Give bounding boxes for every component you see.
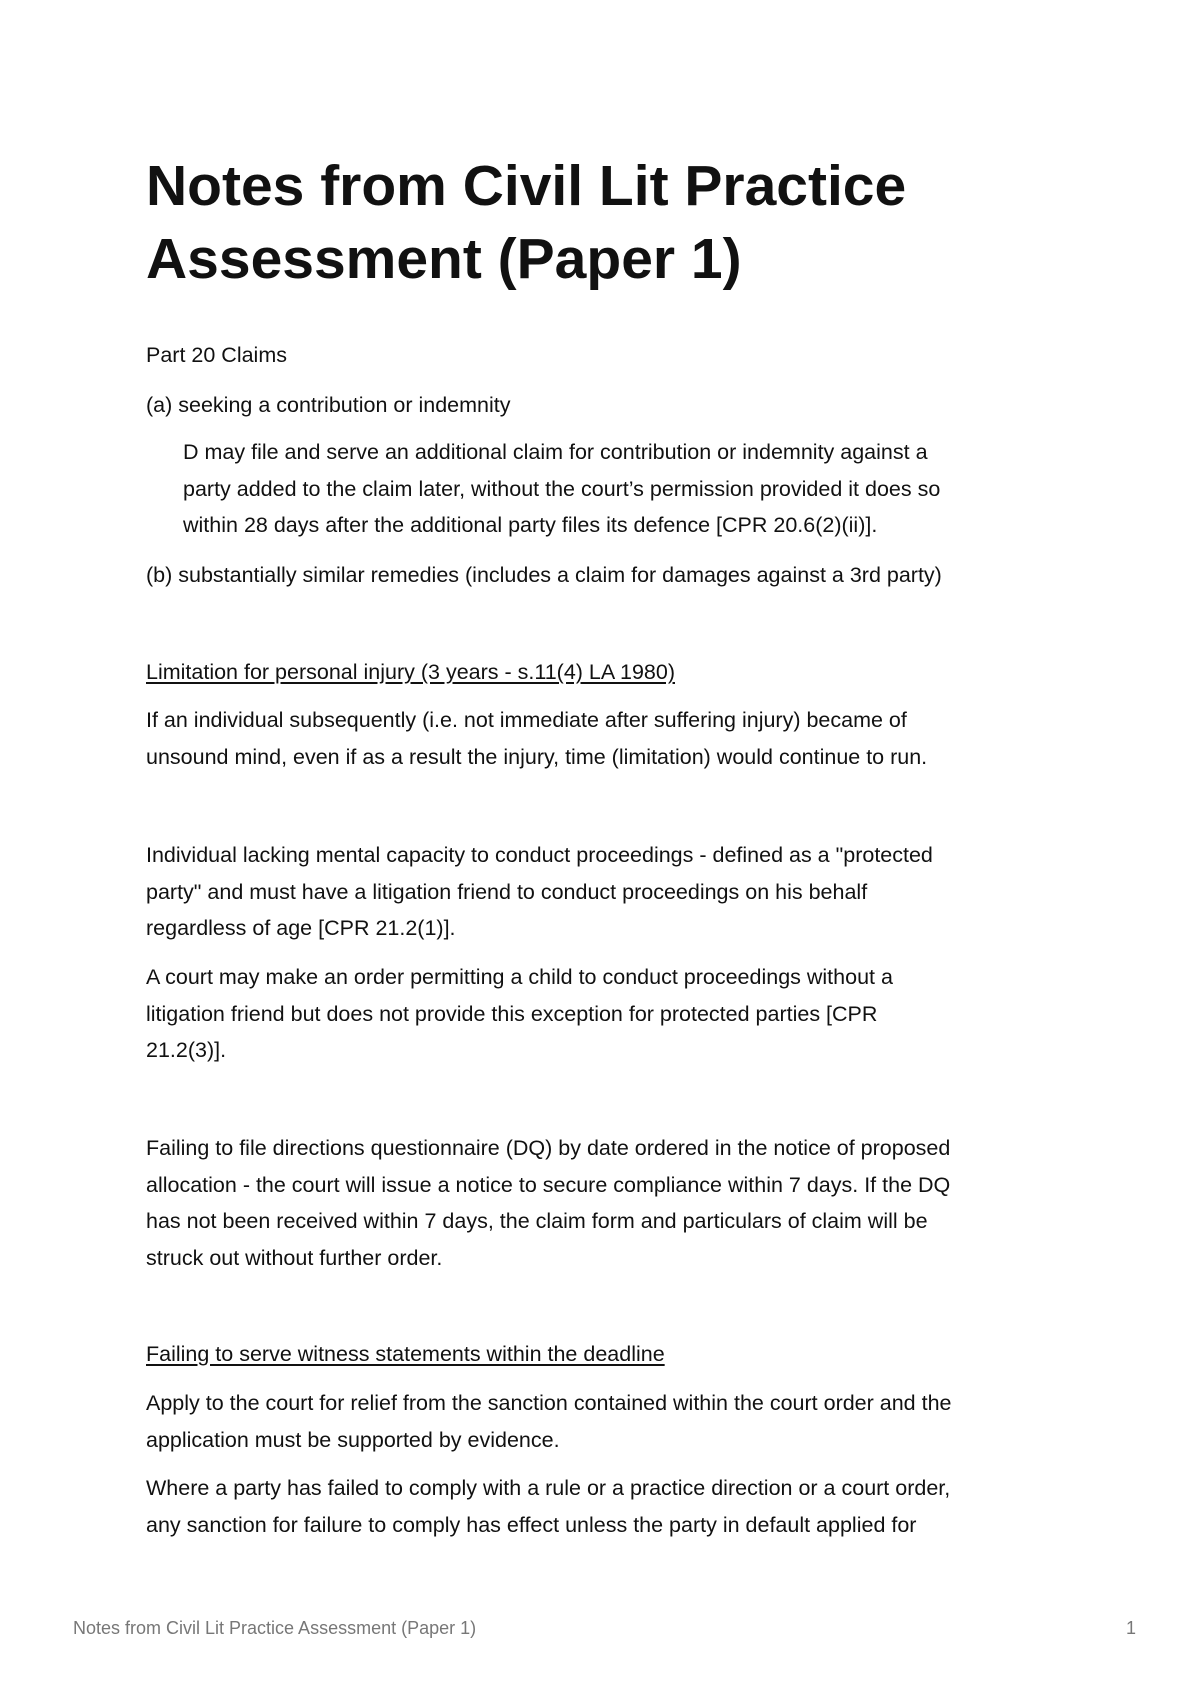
- line: [146, 702, 927, 739]
- text-line: unsound mind, even if as a result the injury, time (limitation) would continue to run.: [146, 744, 928, 769]
- text-line: party" and must have a litigation friend to conduct proceedings on his behalf: [146, 879, 868, 904]
- paragraph-a: [146, 387, 511, 424]
- text-line: regardless of age [CPR 21.2(1)].: [146, 916, 456, 941]
- paragraph-part20: [146, 337, 287, 374]
- text-line: D may file and serve an additional claim for contribution or indemnity against a: [183, 440, 928, 464]
- line: [146, 1130, 950, 1167]
- text-line: has not been received within 7 days, the claim form and particulars of claim will be: [146, 1209, 928, 1234]
- line: [146, 1422, 952, 1459]
- line: [146, 739, 927, 776]
- line: [146, 654, 675, 691]
- line: [146, 874, 933, 911]
- paragraph-dq: [146, 1130, 950, 1277]
- paragraph-lim: [146, 654, 675, 691]
- text-line: any sanction for failure to comply has effect unless the party in default applied for: [146, 1512, 917, 1537]
- paragraph-d: [183, 434, 940, 544]
- footer-title: Notes from Civil Lit Practice Assessment (Paper 1): [73, 1618, 477, 1638]
- line: [146, 387, 511, 424]
- text-line: Apply to the court for relief from the sanction contained within the court order and the: [146, 1391, 952, 1415]
- text-line: 21.2(3)].: [146, 1038, 227, 1063]
- section-heading: Limitation for personal injury (3 years - s.11(4) LA 1980): [146, 660, 675, 684]
- paragraph-court: [146, 959, 893, 1069]
- line: [146, 337, 287, 374]
- text-line: (a) seeking a contribution or indemnity: [146, 393, 511, 417]
- line: [146, 1507, 950, 1544]
- text-line: party added to the claim later, without the court’s permission provided it does so: [183, 476, 941, 501]
- text-line: A court may make an order permitting a child to conduct proceedings without a: [146, 965, 893, 989]
- text-line: Where a party has failed to comply with a rule or a practice direction or a court order,: [146, 1476, 951, 1500]
- title-line: Notes from Civil Lit Practice: [146, 154, 907, 218]
- line: [146, 1470, 950, 1507]
- title-line: Assessment (Paper 1): [146, 227, 742, 291]
- line: [183, 471, 940, 508]
- line: [146, 1167, 950, 1204]
- line: [146, 1203, 950, 1240]
- line: [146, 996, 893, 1033]
- text-line: litigation friend but does not provide this exception for protected parties [CPR: [146, 1001, 878, 1026]
- text-line: application must be supported by evidence.: [146, 1427, 560, 1452]
- text-line: within 28 days after the additional party files its defence [CPR 20.6(2)(ii)].: [183, 513, 878, 538]
- document-title: [146, 150, 906, 296]
- page-number: 1: [1125, 1618, 1136, 1638]
- text-line: struck out without further order.: [146, 1246, 443, 1271]
- line: [146, 1385, 952, 1422]
- text-line: allocation - the court will issue a notice to secure compliance within 7 days. If the DQ: [146, 1172, 951, 1197]
- paragraph-ind: [146, 837, 933, 947]
- paragraph-b: [146, 557, 942, 594]
- section-heading: Failing to serve witness statements within the deadline: [146, 1342, 665, 1366]
- line: [146, 959, 893, 996]
- text-line: If an individual subsequently (i.e. not immediate after suffering injury) became of: [146, 708, 907, 732]
- text-line: Individual lacking mental capacity to conduct proceedings - defined as a "protected: [146, 843, 933, 867]
- line: [183, 507, 940, 544]
- line: [146, 1240, 950, 1277]
- text-line: Failing to file directions questionnaire (DQ) by date ordered in the notice of proposed: [146, 1136, 951, 1160]
- line: [146, 837, 933, 874]
- line: [146, 910, 933, 947]
- text-line: Part 20 Claims: [146, 343, 287, 367]
- paragraph-where: [146, 1470, 950, 1543]
- line: [183, 434, 940, 471]
- paragraph-if: [146, 702, 927, 775]
- line: [146, 1032, 893, 1069]
- paragraph-ws: [146, 1336, 665, 1373]
- line: [146, 557, 942, 594]
- line: [146, 1336, 665, 1373]
- paragraph-apply: [146, 1385, 952, 1458]
- text-line: (b) substantially similar remedies (includes a claim for damages against a 3rd party): [146, 563, 942, 587]
